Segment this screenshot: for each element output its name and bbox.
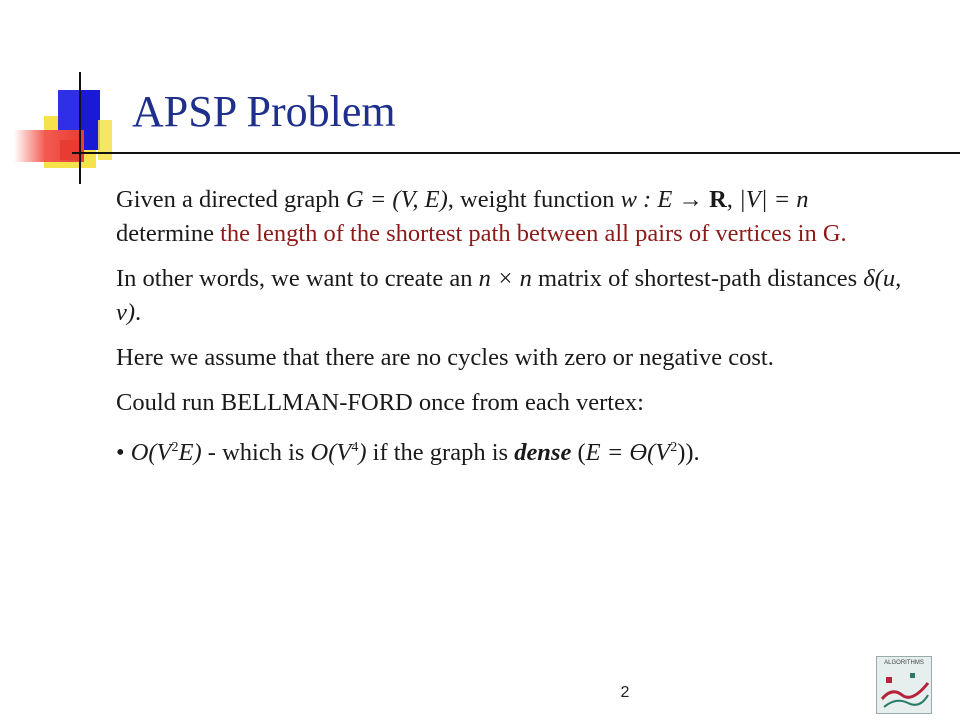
title-underline	[72, 152, 960, 154]
vertex-count-notation: |V| = n	[739, 186, 809, 213]
complexity-notation: O(V	[130, 439, 172, 467]
theta-notation: E = ϴ(V	[585, 439, 671, 467]
logo-blue-square-inner	[58, 90, 80, 132]
logo-red-square-inner	[60, 140, 80, 160]
exponent: 2	[670, 440, 678, 455]
reals-symbol: R	[709, 186, 727, 213]
text-run: In other words, we want to create an	[116, 265, 479, 292]
text-run: (	[571, 439, 586, 467]
corner-logo-decoration	[0, 0, 140, 200]
book-cover-title: ALGORITHMS	[884, 660, 924, 666]
exponent: 4	[351, 440, 359, 455]
complexity-notation: O(V	[310, 439, 352, 467]
text-run: )).	[677, 439, 700, 467]
text-run: , weight function	[447, 186, 621, 213]
complexity-notation: E)	[178, 439, 202, 467]
matrix-size-notation: n × n	[478, 265, 532, 292]
exponent: 2	[171, 440, 179, 455]
highlighted-goal-text: the length of the shortest path between all pairs of vertices in G.	[220, 220, 847, 247]
logo-vertical-line	[79, 72, 81, 184]
text-run: ,	[726, 186, 740, 213]
slide-body	[116, 183, 906, 481]
complexity-notation: )	[358, 439, 367, 467]
text-run: matrix of shortest-path distances	[531, 265, 864, 292]
paragraph-bellman-ford: Could run BELLMAN-FORD once from each vertex:	[116, 389, 644, 416]
weight-function-notation: w : E →	[620, 186, 703, 213]
text-run: determine	[116, 220, 221, 247]
text-run: Given a directed graph	[116, 186, 346, 213]
paragraph-problem-statement	[116, 183, 906, 251]
text-run: .	[135, 299, 142, 326]
distance-notation: δ(u, v)	[116, 265, 902, 326]
text-run: - which is	[201, 439, 311, 467]
paragraph-assumption: Here we assume that there are no cycles with zero or negative cost.	[116, 344, 774, 371]
slide-title: APSP Problem	[132, 87, 396, 136]
graph-notation: G = (V, E)	[345, 186, 448, 213]
bullet: •	[116, 439, 125, 467]
logo-yellow-strip	[98, 120, 112, 160]
dense-keyword: dense	[514, 439, 572, 467]
paragraph-matrix	[116, 262, 906, 330]
book-cover-thumbnail	[876, 656, 932, 714]
paragraph-complexity	[116, 431, 906, 470]
page-number: 2	[620, 684, 630, 701]
text-run: if the graph is	[366, 439, 515, 467]
book-cover-art-icon	[880, 669, 930, 711]
